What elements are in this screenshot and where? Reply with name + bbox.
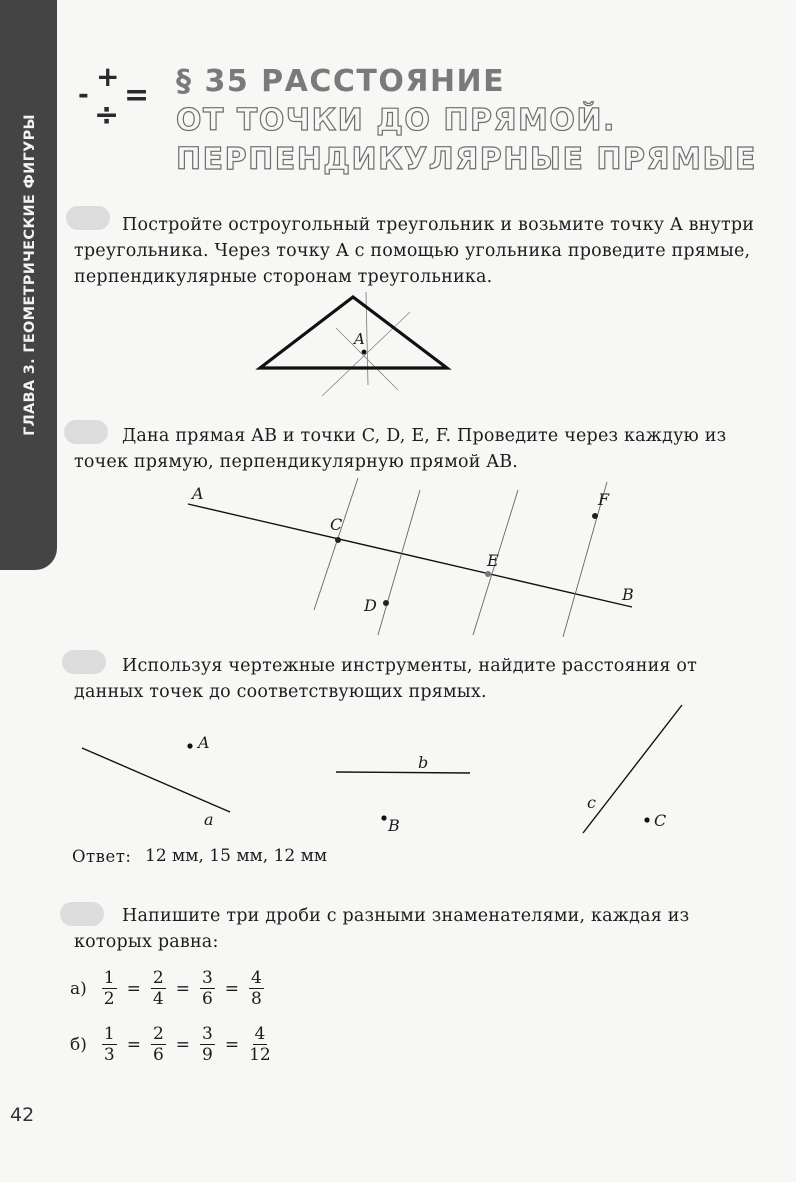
fraction: $\frac{2}{4}$ bbox=[152, 968, 164, 1009]
fraction: $\frac{2}{6}$ bbox=[152, 1024, 164, 1065]
label-point-c: C bbox=[654, 811, 667, 830]
point-c bbox=[644, 817, 649, 822]
line-a bbox=[82, 748, 230, 812]
label-e: E bbox=[487, 551, 499, 570]
title-line-2: ОТ ТОЧКИ ДО ПРЯМОЙ. bbox=[176, 103, 616, 138]
label-f: F bbox=[598, 490, 610, 509]
fraction: $\frac{1}{3}$ bbox=[103, 1024, 115, 1065]
answer-label: Ответ: bbox=[72, 847, 132, 866]
task-2-lines-figure bbox=[180, 470, 650, 640]
chapter-sidebar bbox=[0, 0, 57, 570]
point-a-label: A bbox=[354, 330, 365, 348]
page-number: 42 bbox=[10, 1104, 35, 1126]
title-line-3: ПЕРПЕНДИКУЛЯРНЫЕ ПРЯМЫЕ bbox=[176, 142, 758, 177]
label-point-b: B bbox=[388, 816, 400, 835]
title-line-1: § 35 РАССТОЯНИЕ bbox=[176, 64, 506, 99]
label-b: B bbox=[622, 585, 634, 604]
fraction: $\frac{3}{6}$ bbox=[201, 968, 213, 1009]
label-line-b: b bbox=[418, 753, 429, 772]
perpendicular-line-c bbox=[314, 478, 358, 610]
fraction: $\frac{4}{8}$ bbox=[251, 968, 262, 1009]
perpendicular-line-d bbox=[378, 490, 420, 635]
task-4-text: Напишите три дроби с разными знаменателями, каждая из которых равна: bbox=[74, 906, 690, 952]
line-ab bbox=[188, 504, 632, 607]
line-b bbox=[336, 772, 470, 773]
fraction: $\frac{1}{2}$ bbox=[103, 968, 115, 1009]
point-c bbox=[335, 537, 341, 543]
section-title bbox=[176, 62, 757, 179]
point-a bbox=[187, 743, 192, 748]
label-c: C bbox=[330, 515, 343, 534]
task-3-text: Используя чертежные инструменты, найдите расстояния от данных точек до соответствующих прямых. bbox=[74, 656, 698, 702]
minus-symbol: - bbox=[78, 80, 89, 110]
answer-value: 12 мм, 15 мм, 12 мм bbox=[145, 846, 328, 866]
fraction: $\frac{3}{9}$ bbox=[202, 1024, 213, 1065]
line-c bbox=[583, 705, 682, 833]
fraction-row-b: б) $\frac{1}{3}$ = $\frac{2}{6}$ = $\frac{3}{9}$ = $\frac{4}{12}$ bbox=[70, 1024, 271, 1065]
point-a bbox=[362, 350, 367, 355]
task-1-triangle-figure bbox=[250, 290, 460, 400]
fraction-row-a: а) $\frac{1}{2}$ = $\frac{2}{4}$ = $\frac{3}{6}$ = $\frac{4}{8}$ bbox=[70, 968, 262, 1009]
label-point-a: A bbox=[198, 733, 210, 752]
perpendicular-line bbox=[322, 312, 410, 396]
label-d: D bbox=[364, 596, 377, 615]
point-b bbox=[381, 815, 386, 820]
point-d bbox=[383, 600, 389, 606]
row-label: а) bbox=[70, 978, 87, 999]
label-a: A bbox=[192, 484, 204, 503]
point-e bbox=[485, 571, 491, 577]
chapter-title: ГЛАВА 3. ГЕОМЕТРИЧЕСКИЕ ФИГУРЫ bbox=[22, 114, 38, 436]
divide-symbol: ÷ bbox=[94, 98, 120, 133]
task-2-text: Дана прямая AB и точки C, D, E, F. Проведите через каждую из точек прямую, перпендикулярную прямой AB. bbox=[74, 426, 727, 472]
math-operations-icon bbox=[74, 60, 154, 140]
task-1-text: Постройте остроугольный треугольник и возьмите точку A внутри треугольника. Через точку A с помощью угольника проведите прямые, перпендикулярные сторонам треугольника. bbox=[74, 215, 755, 287]
equals-symbol: = bbox=[124, 78, 150, 113]
task-3-distances-figure bbox=[70, 700, 710, 840]
row-label: б) bbox=[70, 1034, 87, 1055]
plus-symbol: + bbox=[96, 60, 120, 93]
point-f bbox=[592, 513, 598, 519]
fraction: $\frac{4}{12}$ bbox=[249, 1024, 271, 1065]
label-line-c: c bbox=[587, 793, 596, 812]
label-line-a: a bbox=[204, 810, 214, 829]
